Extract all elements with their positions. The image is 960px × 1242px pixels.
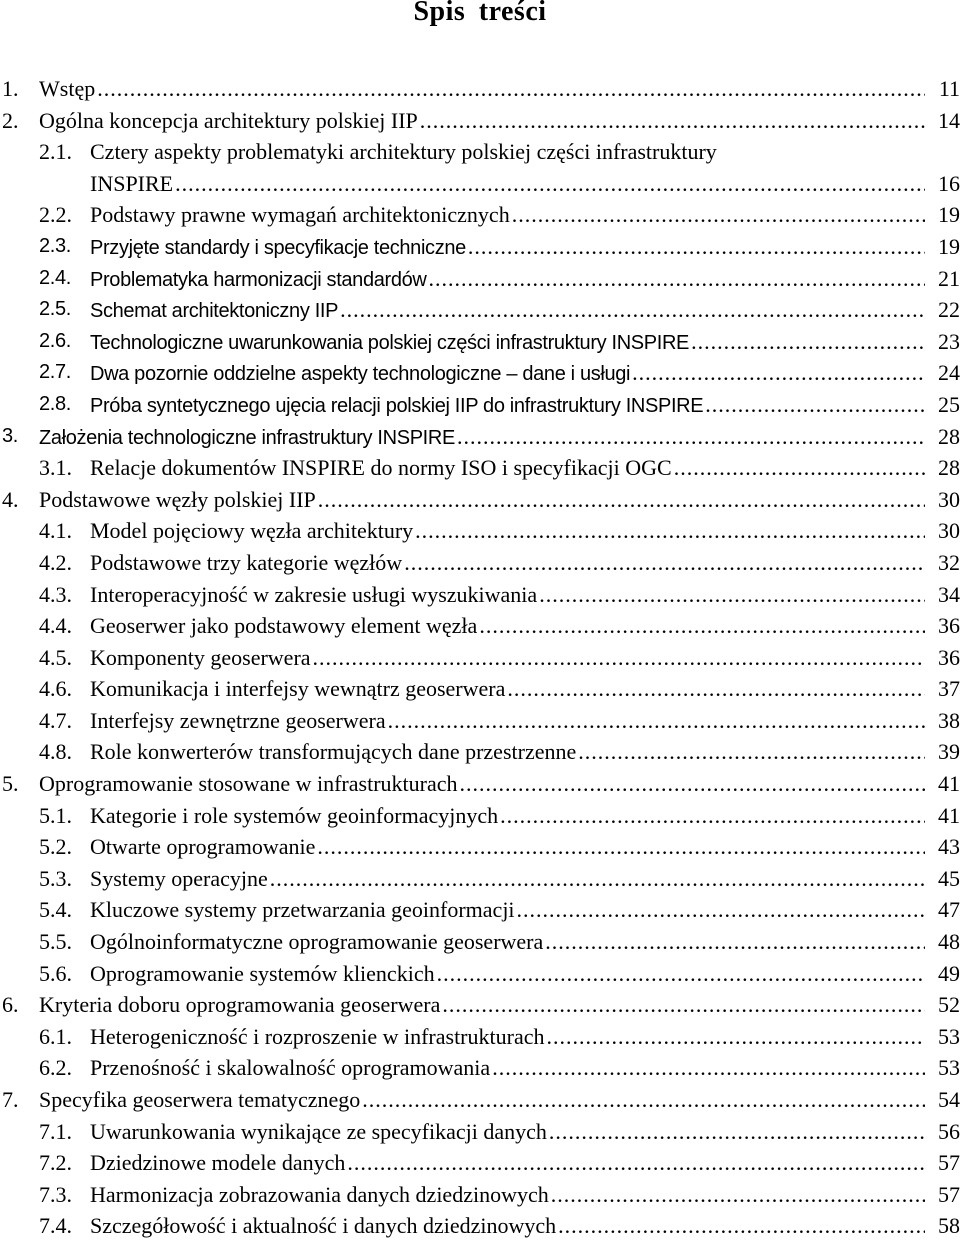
toc-entry[interactable] [0,894,960,926]
toc-entry-number: 7.1. [39,1118,72,1144]
toc-dot-leader [313,642,925,674]
toc-dot-leader [512,199,925,231]
toc-entry-page-number: 24 [938,360,960,386]
toc-entry-title-line [39,421,925,455]
toc-entry-number: 7. [2,1087,19,1112]
toc-entry-page-number: 41 [938,802,960,828]
toc-entry-number: 5.2. [39,834,72,860]
toc-dot-leader [539,579,925,611]
toc-dot-leader [507,673,925,705]
toc-entry-page-number: 53 [938,1055,960,1081]
toc-entry-page-number: 58 [938,1213,960,1239]
toc-entry-number: 4.5. [39,644,72,670]
toc-entry-page-number: 28 [938,423,960,449]
toc-entry[interactable] [0,547,960,579]
toc-dot-leader [558,1210,925,1242]
toc-dot-leader [175,168,925,200]
toc-entry-number: 7.4. [39,1213,72,1239]
toc-entry-number: 2.7. [39,361,71,384]
toc-entry-title: Podstawowe węzły polskiej IIP [39,484,318,516]
toc-dot-leader [551,1179,925,1211]
toc-entry-title: INSPIRE [90,168,175,200]
toc-entry[interactable] [0,515,960,547]
toc-entry-title: Technologiczne uwarunkowania polskiej części infrastruktury INSPIRE [90,328,691,360]
toc-entry[interactable] [0,263,960,295]
toc-entry-number: 6.2. [39,1055,72,1081]
toc-entry-title: Cztery aspekty problematyki architektury polskiej części infrastruktury [90,136,719,168]
toc-entry[interactable] [0,357,960,389]
toc-entry-title-line [90,168,925,200]
toc-entry-number: 5.4. [39,897,72,923]
toc-entry[interactable] [0,389,960,421]
toc-entry-title-line [90,263,925,297]
toc-entry-number: 5.5. [39,929,72,955]
toc-entry-page-number: 19 [938,202,960,228]
toc-dot-leader [468,231,925,263]
toc-entry-number: 6. [2,992,19,1018]
toc-entry-number: 2.8. [39,392,71,415]
toc-entry-number: 5.3. [39,865,72,891]
toc-entry[interactable] [0,989,960,1021]
toc-entry-title-line [90,294,925,328]
toc-entry-page-number: 36 [938,644,960,670]
toc-entry-number: 4.6. [39,676,72,702]
toc-entry-page-number: 30 [938,518,960,544]
toc-dot-leader [428,263,925,295]
toc-entry-number: 2.4. [39,266,71,289]
toc-entry-title-line [90,736,925,768]
toc-entry-title: Interfejsy zewnętrzne geoserwera [90,705,388,737]
toc-entry-title: Przyjęte standardy i specyfikacje techniczne [90,233,468,265]
toc-entry-title: Model pojęciowy węzła architektury [90,515,415,547]
toc-entry-number: 5. [2,771,19,797]
toc-entry[interactable] [0,1179,960,1211]
toc-entry-title: Role konwerterów transformujących dane przestrzenne [90,736,578,768]
toc-entry[interactable] [0,800,960,832]
toc-entry-title: Heterogeniczność i rozproszenie w infrastrukturach [90,1021,546,1053]
toc-entry-title: Komunikacja i interfejsy wewnątrz geoserwera [90,673,507,705]
toc-entry-title: Ogólna koncepcja architektury polskiej IIP [39,105,420,137]
toc-entry-title-line [90,231,925,265]
toc-entry[interactable] [0,579,960,611]
toc-dot-leader [270,863,925,895]
toc-entry-title: Wstęp [39,73,97,105]
toc-entry[interactable] [0,610,960,642]
toc-entry-page-number: 47 [938,897,960,923]
toc-entry-title-line [90,357,925,391]
toc-entry-title: Dziedzinowe modele danych [90,1147,347,1179]
toc-dot-leader [442,989,925,1021]
toc-dot-leader [459,768,925,800]
toc-entry[interactable] [0,326,960,358]
toc-entry-page-number: 57 [938,1181,960,1207]
toc-entry-page-number: 43 [938,834,960,860]
toc-entry[interactable] [0,1116,960,1148]
toc-dot-leader [546,1021,925,1053]
page-title: Spis treści [413,0,547,27]
toc-entry-title: Kategorie i role systemów geoinformacyjnych [90,800,500,832]
toc-dot-leader [457,421,925,453]
toc-entry-title-line [39,1084,925,1116]
toc-entry[interactable] [0,958,960,990]
toc-entry-title: Geoserwer jako podstawowy element węzła [90,610,479,642]
toc-entry-number: 3.1. [39,455,72,481]
toc-entry-title: Podstawowe trzy kategorie węzłów [90,547,404,579]
toc-entry-title: Kryteria doboru oprogramowania geoserwera [39,989,442,1021]
toc-entry-number: 2.6. [39,329,71,352]
toc-dot-leader [388,705,925,737]
toc-dot-leader [404,547,925,579]
toc-entry-title-line [90,1021,925,1053]
toc-entry-title: Relacje dokumentów INSPIRE do normy ISO i specyfikacji OGC [90,452,674,484]
toc-entry-title-line [90,705,925,737]
toc-entry-number: 5.1. [39,802,72,828]
toc-entry-number: 5.6. [39,960,72,986]
toc-dot-leader [97,73,925,105]
toc-entry-number: 6.1. [39,1023,72,1049]
toc-entry-title-line [39,484,925,516]
toc-entry-title-line [90,199,925,231]
toc-dot-leader [578,736,925,768]
toc-entry[interactable] [0,105,960,137]
toc-entry-page-number: 14 [938,107,960,133]
toc-dot-leader [500,800,925,832]
toc-entry[interactable] [0,673,960,705]
toc-entry-title-line [90,863,925,895]
toc-entry-title-line [90,452,925,484]
toc-entry-number: 2.3. [39,234,71,257]
toc-entry-page-number: 48 [938,929,960,955]
toc-entry[interactable] [0,1210,960,1242]
toc-entry-title-line [90,1147,925,1179]
toc-entry-title: Specyfika geoserwera tematycznego [39,1084,362,1116]
toc-entry-title: Harmonizacja zobrazowania danych dziedzinowych [90,1179,551,1211]
toc-entry-title: Próba syntetycznego ujęcia relacji polskiej IIP do infrastruktury INSPIRE [90,391,705,423]
toc-entry-title: Przenośność i skalowalność oprogramowania [90,1052,492,1084]
toc-entry-title: Komponenty geoserwera [90,642,313,674]
toc-entry-title: Ogólnoinformatyczne oprogramowanie geoserwera [90,926,545,958]
toc-dot-leader [340,294,925,326]
toc-entry-title: Problematyka harmonizacji standardów [90,265,428,297]
toc-dot-leader [691,326,925,358]
toc-entry-title: Systemy operacyjne [90,863,270,895]
toc-dot-leader [674,452,925,484]
toc-dot-leader [492,1052,925,1084]
toc-entry-number: 4.3. [39,581,72,607]
toc-dot-leader [705,389,925,421]
toc-entry-page-number: 54 [938,1087,960,1112]
toc-entry[interactable] [0,231,960,263]
toc-entry-page-number: 25 [938,391,960,417]
toc-entry-title: Założenia technologiczne infrastruktury INSPIRE [39,423,457,455]
toc-entry[interactable] [0,452,960,484]
toc-entry-title-line [90,673,925,705]
toc-entry-title-line [39,768,925,800]
toc-entry-page-number: 23 [938,328,960,354]
toc-entry-title: Interoperacyjność w zakresie usługi wyszukiwania [90,579,539,611]
toc-entry-title: Szczegółowość i aktualność i danych dziedzinowych [90,1210,558,1242]
toc-entry-title: Oprogramowanie systemów klienckich [90,958,437,990]
toc-entry[interactable] [0,926,960,958]
toc-entry[interactable] [0,863,960,895]
toc-entry-title-line [90,831,925,863]
toc-entry-number: 7.2. [39,1150,72,1176]
toc-entry-title: Oprogramowanie stosowane w infrastrukturach [39,768,459,800]
toc-entry-title-line [90,610,925,642]
toc-entry-title-line [90,136,960,168]
toc-entry-title-line [90,642,925,674]
toc-entry-title: Podstawy prawne wymagań architektonicznych [90,199,512,231]
toc-entry-title: Dwa pozornie oddzielne aspekty technologiczne – dane i usługi [90,359,632,391]
toc-entry-number: 4.2. [39,549,72,575]
toc-entry-title-line [90,800,925,832]
toc-dot-leader [479,610,925,642]
toc-dot-leader [549,1116,925,1148]
toc-entry[interactable] [0,199,960,231]
toc-entry-title: Otwarte oprogramowanie [90,831,317,863]
toc-entry-title-line [90,926,925,958]
toc-entry-page-number: 36 [938,613,960,639]
toc-entry-title-line [90,547,925,579]
toc-entry-page-number: 19 [938,233,960,259]
toc-dot-leader [318,484,925,516]
toc-entry-title: Uwarunkowania wynikające ze specyfikacji danych [90,1116,549,1148]
toc-entry[interactable] [0,768,960,800]
toc-entry-title-line [39,73,925,105]
toc-entry[interactable] [0,736,960,768]
toc-entry-page-number: 41 [938,771,960,797]
toc-entry-title-line [90,515,925,547]
toc-entry-page-number: 28 [938,455,960,481]
toc-entry-page-number: 32 [938,549,960,575]
toc-entry-number: 2.2. [39,202,72,228]
toc-entry-page-number: 45 [938,865,960,891]
toc-entry-title-line [90,894,925,926]
toc-dot-leader [317,831,925,863]
toc-dot-leader [362,1084,925,1116]
toc-dot-leader [415,515,925,547]
toc-entry-page-number: 56 [938,1118,960,1144]
toc-entry-number: 3. [2,424,18,447]
toc-dot-leader [517,894,925,926]
toc-entry-page-number: 38 [938,707,960,733]
toc-entry[interactable] [0,642,960,674]
toc-entry-title-line [39,989,925,1021]
toc-entry[interactable] [0,168,960,200]
toc-entry-number: 4.4. [39,613,72,639]
toc-entry-page-number: 57 [938,1150,960,1176]
toc-entry-page-number: 53 [938,1023,960,1049]
toc-entry-title-line [90,326,925,360]
toc-entry-page-number: 34 [938,581,960,607]
toc-dot-leader [437,958,925,990]
toc-entry-title-line [90,1052,925,1084]
toc-dot-leader [420,105,925,137]
toc-entry[interactable] [0,1052,960,1084]
toc-entry[interactable] [0,1147,960,1179]
toc-entry-number: 4.7. [39,707,72,733]
toc-entry-number: 4.1. [39,518,72,544]
toc-dot-leader [632,357,925,389]
toc-entry[interactable] [0,484,960,516]
toc-entry-number: 7.3. [39,1181,72,1207]
toc-entry-page-number: 11 [938,76,960,101]
toc-entry-number: 1. [2,76,19,101]
toc-entry[interactable] [0,831,960,863]
toc-entry-title-line [39,105,925,137]
toc-entry-title-line [90,1116,925,1148]
toc-entry[interactable] [0,705,960,737]
toc-entry-title: Schemat architektoniczny IIP [90,296,340,328]
toc-dot-leader [347,1147,925,1179]
toc-entry-page-number: 16 [938,170,960,196]
toc-entry-page-number: 49 [938,960,960,986]
toc-entry-page-number: 37 [938,676,960,702]
toc-entry[interactable] [0,1084,960,1116]
toc-entry-page-number: 30 [938,486,960,512]
toc-entry-number: 2.1. [39,139,72,165]
toc-entry-number: 2. [2,107,19,133]
toc-entry[interactable] [0,421,960,453]
toc-entry[interactable] [0,294,960,326]
toc-entry[interactable] [0,1021,960,1053]
toc-entry-title: Kluczowe systemy przetwarzania geoinformacji [90,894,517,926]
toc-entry-page-number: 39 [938,739,960,765]
toc-entry-page-number: 52 [938,992,960,1018]
toc-entry-title-line [90,1210,925,1242]
toc-dot-leader [545,926,925,958]
toc-entry-title-line [90,1179,925,1211]
table-of-contents [0,73,960,1242]
toc-entry-number: 4. [2,486,19,512]
toc-entry-page-number: 21 [938,265,960,291]
toc-entry-number: 4.8. [39,739,72,765]
toc-entry[interactable] [0,73,960,105]
toc-entry-title-line [90,958,925,990]
toc-entry-title-line [90,389,925,423]
toc-entry-number: 2.5. [39,298,71,321]
toc-entry-page-number: 22 [938,297,960,323]
toc-entry-title-line [90,579,925,611]
toc-entry[interactable] [0,136,960,168]
